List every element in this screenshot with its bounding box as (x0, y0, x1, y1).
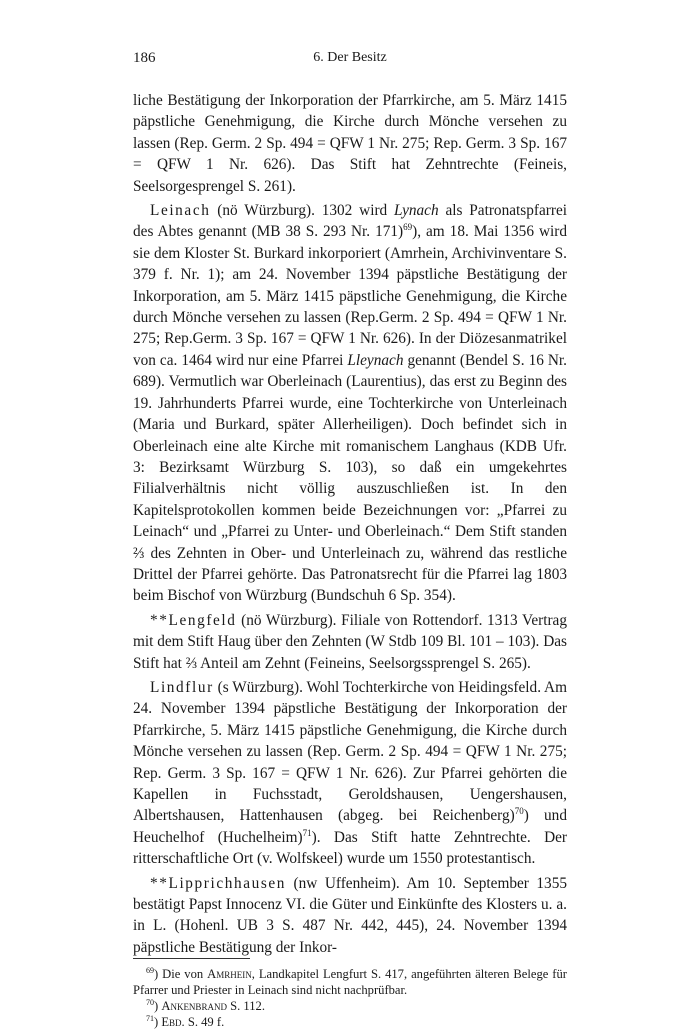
entry-text: ). Das Stift hatte Zehntrechte. Der ritterschaftliche Ort (v. Wolfskeel) wurde um 1550 protestantisch. (133, 828, 568, 868)
place-name: **Lipprichhausen (150, 874, 287, 892)
footnote-text: ) (154, 999, 162, 1013)
entry-text: genannt (Bendel S. 16 Nr. 689). Vermutlich war Oberleinach (Laurentius), das erst zu Beginn des 19. Jahrhunderts Pfarrei wurde, eine Tochterkirche von Unterleinach (Maria und Burkard, später Allerheiligen). Doch befindet sich in Oberleinach eine alte Kirche mit romanischem Langhaus (KDB Ufr. 3: Bezirksamt Würzburg S. 103), so daß ein umgekehrtes Filialverhältnis nicht völlig auszuschließen ist. In den Kapitelsprotokollen kommen beide Bezeichnungen vor: „Pfarrei zu Leinach“ und „Pfarrei zu Unter- und Oberleinach.“ Dem Stift standen ⅔ des Zehnten in Ober- und Unterleinach zu, während das restliche Drittel der Pfarrei gehörte. Das Patronatsrecht für die Pfarrei lag 1803 beim Bischof von Würzburg (Bundschuh 6 Sp. 354). (133, 351, 567, 605)
entry-text: ), am 18. Mai 1356 wird sie dem Kloster St. Burkard inkorporiert (Amrhein, Archivinventare S. 379 f. Nr. 1); am 24. November 1394 päpstliche Bestätigung der Inkorporation, am 5. März 1415 päpstliche Genehmigung, die Kirche durch Mönche versehen zu lassen (Rep.Germ. 2 Sp. 494 = QFW 1 Nr. 275; Rep.Germ. 3 Sp. 167 = QFW 1 Nr. 626). In der Diözesanmatrikel von ca. 1464 wird nur eine Pfarrei (133, 223, 567, 369)
paragraph-continuation: liche Bestätigung der Inkorporation der Pfarrkirche, am 5. März 1415 päpstliche Genehmigung, die Kirche durch Mönche versehen zu lassen (Rep. Germ. 2 Sp. 494 = QFW 1 Nr. 275; Rep. Germ. 3 Sp. 167 = QFW 1 Nr. 626). Das Stift hat Zehntrechte (Feineis, Seelsorgesprengel S. 261). (133, 92, 567, 195)
footnote-text: , Landkapitel Lengfurt S. 417, angeführten älteren Belege für Pfarrer und Priester in Leinach sind nicht nachprüfbar. (133, 967, 567, 997)
footnote-rule (133, 958, 250, 959)
main-text (133, 90, 567, 961)
footnote (133, 1014, 567, 1030)
entry-text: (nö Würzburg). Filiale von Rottendorf. 1313 Vertrag mit dem Stift Haug über den Zehnten (W Stdb 109 Bl. 101 – 103). Das Stift hat ⅔ Anteil am Zehnt (Feineins, Seelsorgssprengel S. 265). (133, 611, 567, 672)
footnote-ref[interactable]: 71 (302, 827, 312, 838)
footnote (133, 966, 567, 998)
place-name: Lindflur (150, 678, 214, 696)
page-number: 186 (133, 50, 156, 66)
footnote-number: 69 (146, 966, 154, 975)
place-name: **Lengfeld (150, 611, 237, 629)
entry-text: (nö Würzburg). 1302 wird (210, 202, 395, 220)
footnote-ref[interactable]: 70 (514, 806, 524, 817)
author-name: Ankenbrand (161, 999, 227, 1013)
footnote-text: S. 112. (226, 999, 265, 1013)
entry-text: ) und Heuchelhof (Huchelheim) (133, 807, 567, 846)
entry-text: als Patronatspfarrei des Abtes genannt (MB 38 S. 293 Nr. 171) (133, 202, 567, 241)
footnote-text: S. 49 f. (184, 1015, 225, 1029)
entry-text: (s Würzburg). Wohl Tochterkirche von Heidingsfeld. Am 24. November 1394 päpstliche Bestätigung der Inkorporation der Pfarrkirche, 5. März 1415 päpstliche Genehmigung, die Kirche durch Mönche versehen zu lassen (Rep. Germ. 2 Sp. 494 = QFW 1 Nr. 275; Rep. Germ. 3 Sp. 167 = QFW 1 Nr. 626). Zur Pfarrei gehörten die Kapellen in Fuchsstadt, Geroldshausen, Uengershausen, Albertshausen, Hattenhausen (abgeg. bei Reichenberg) (133, 678, 567, 825)
footnote-text: ) Die von (154, 967, 208, 981)
place-name: Leinach (150, 202, 211, 220)
running-title: 6. Der Besitz (313, 50, 387, 65)
author-name: Amrhein (207, 967, 252, 981)
footnote (133, 998, 567, 1014)
entry-lindflur (133, 677, 567, 870)
author-name: Ebd. (161, 1015, 185, 1029)
entry-text: (nw Uffenheim). Am 10. September 1355 bestätigt Papst Innocenz VI. die Güter und Einkünfte des Klosters u. a. in L. (Hohenl. UB 3 S. 487 Nr. 442, 445), 24. November 1394 päpstliche Bestätigung der Inkor- (133, 874, 567, 956)
entry-lipprichhausen (133, 873, 567, 959)
footnote-text: ) (154, 1015, 162, 1029)
footnote-ref[interactable]: 69 (403, 222, 413, 233)
footnote-number: 70 (146, 998, 154, 1007)
footnotes (133, 966, 567, 1030)
footnote-number: 71 (146, 1014, 154, 1023)
italic-term: Lynach (394, 202, 439, 220)
entry-lengfeld (133, 610, 567, 674)
italic-term: Lleynach (347, 351, 404, 369)
entry-leinach (133, 200, 567, 607)
